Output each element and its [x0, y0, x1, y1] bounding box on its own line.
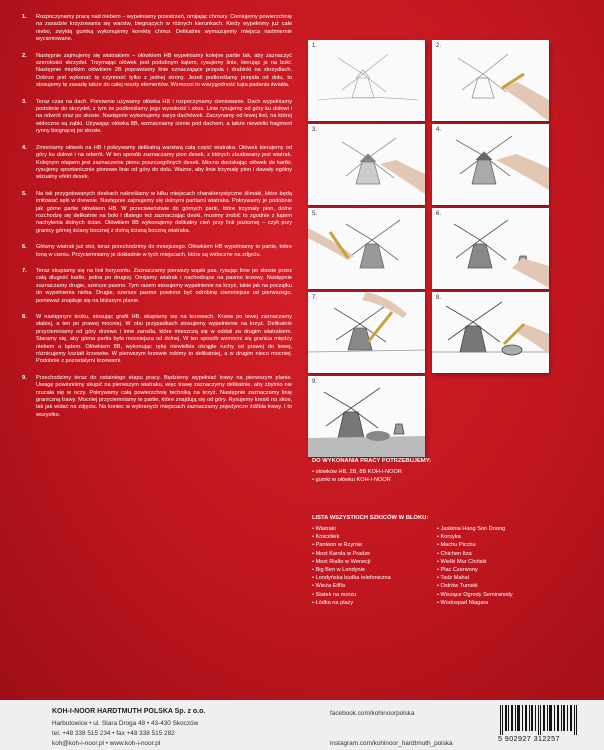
materials-item: • ołówków HB, 2B, 8B KOH-I-NOOR	[312, 469, 402, 475]
sketch-item: • Ostrów Tumski	[437, 583, 478, 590]
company-phones: tel. +48 338 515 234 • fax +48 338 515 282	[52, 730, 175, 737]
sketch-item: • Łódka na plaży	[312, 599, 354, 606]
sketch-tile-1	[308, 40, 425, 121]
sketch-item: • Panteon w Rzymie	[312, 542, 363, 549]
sketch-item: • Chichen Itza	[437, 550, 472, 557]
sketch-item: • Machu Picchu	[437, 542, 476, 549]
tile-number: 8.	[436, 295, 442, 301]
tile-number: 4.	[436, 127, 442, 133]
step-number: 9.	[22, 374, 27, 381]
step-1	[22, 14, 292, 44]
sketches-column-2	[437, 525, 562, 607]
sketch-item: • Wiszące Ogrody Semiramidy	[437, 591, 513, 598]
step-2	[22, 53, 292, 90]
materials-item: • gumki w ołówku KOH-I-NOOR	[312, 477, 391, 484]
facebook-link[interactable]: facebook.com/kohinoorpolska	[330, 710, 415, 717]
tile-number: 6.	[436, 211, 442, 217]
step-number: 1.	[22, 14, 27, 20]
company-contact-links[interactable]: koh@koh-i-noor.pl • www.koh-i-noor.pl	[52, 740, 161, 747]
sketch-item: • Kościółek	[312, 534, 340, 541]
sketch-item: • Wielki Mur Chiński	[437, 558, 487, 565]
tile-number: 9.	[312, 379, 318, 385]
materials-heading: DO WYKONANIA PRACY POTRZEBUJEMY:	[312, 458, 432, 464]
step-number: 6.	[22, 244, 27, 251]
sketch-item: • Plac Czerwony	[437, 567, 478, 574]
tile-number: 2.	[436, 43, 442, 49]
step-3	[22, 99, 292, 136]
company-name: KOH-I-NOOR HARDTMUTH POLSKA Sp. z o.o.	[52, 708, 206, 715]
sketch-item: • Wodospad Niagara	[437, 599, 489, 606]
step-number: 4.	[22, 144, 27, 151]
step-text: Zmieniamy ołówek na HB i pokrywamy delikatną warstwą całą część wiatraka. Ołówek kierujemy od góry ku dołowi i na odwrót. W ten sposób zaznaczamy pion desek, z których zbudowany jest wiatrak. Kolejnym etapem jest zaznaczenie pionu poszczególnych desek. Mocno dociskając ołówek do kartki, rysujemy spontanicznie pionowe linie od góry do dołu. Ważne, aby linie trzymały pion i dawały ogólny wizualny efekt desek.	[36, 144, 292, 181]
sketch-item: • Wieża Eiffla	[312, 583, 345, 590]
sketch-item: • Wiatraki	[312, 526, 336, 532]
sketches-column-1	[312, 525, 437, 607]
instagram-link[interactable]: instagram.com/kohinoor_hardtmuth_polska	[330, 740, 453, 747]
step-text: Przechodzimy teraz do ostatniego etapu pracy. Będziemy wypełniać trawy na pierwszym planie. Uwagę powinniśmy skupić na pierwszym wiatraku, więc trawę zaznaczymy delikatnie, aby zbytnio nie rzucała się w oczy. Pokrywamy całą powierzchnię techniką na krzyż. Następnie zaznaczamy linię graniczną trawy. Mocniej przyciemniamy te partie, które znajdują się od góry. Rysujemy kreski na skos, tak jak widać na zdjęciu. Na koniec w wybranych miejscach zaznaczamy pojedyncze źdźbła trawy. I to wszystko.	[36, 374, 292, 418]
step-number: 8.	[22, 314, 27, 320]
tile-number: 1.	[312, 43, 318, 49]
step-4	[22, 145, 292, 182]
sketch-tile-5	[308, 208, 425, 289]
tile-number: 7.	[312, 295, 318, 301]
step-6	[22, 244, 292, 259]
sketch-tile-8	[432, 292, 549, 373]
barcode	[498, 705, 580, 743]
step-text: Na tak przygotowanych deskach nakreślamy w kilku miejscach charakterystyczne ślimaki, które będą imitować sęki w drewnie. Następnie zajmujemy się dolnymi partiami wiatraka. Pokrywamy je podobnie jak górne partie ołówkiem HB. W przeciwieństwie do górnych partii, które trzymały pion, dolne rozchodzę się delikatnie na boki i dlatego też zaznaczając deski, musimy zrobić to zgodnie z kątem nachylenia dolnych ścian. Ołówkiem 8B wykonujemy delikatny cień przy linii poziomej – czyli przy granicy górnej ściany bocznej z dolną ścianą boczną wiatraka.	[36, 190, 292, 234]
sketches-list-section	[312, 515, 592, 607]
sketch-tile-4	[432, 124, 549, 205]
step-text: W następnym kroku, stosując grafit HB, skupiamy się na krzewach. Krzew po lewej zaznaczamy słabiej, a ten po prawej mocniej. W obu przypadkach stosujemy wypełnienie na krzyż. Delikatnie przyciemniamy od góry drzewo i inne zarośla, które mieszczą się w oddali za drugim wiatrakiem. Staramy się, aby górna partia była mocniejsza od dolnej. W ten sposób wzmocni się granica między niebem a lądem. Ołówkiem 8B, wykonując rękę niewielkie okrągłe ruchy od prawej do lewej, różnicujemy kształt krzewów. W pierwszym krzewie robimy to delikatniej, a w drugim nieco mocniej. Podobnie z pozostałymi krzewami.	[36, 314, 292, 365]
sketch-tile-7	[308, 292, 425, 373]
sketch-item: • Statek na morzu	[312, 591, 357, 598]
step-number: 7.	[22, 267, 27, 274]
sketch-tile-3	[308, 124, 425, 205]
sketch-item: • Korsyka	[437, 534, 461, 541]
sketch-item: • Most Karola w Pradze	[312, 550, 371, 557]
step-text: Rozpoczynamy pracę nad niebem – wypełniamy przestrzeń, omijając chmury. Cieniujemy powierzchnię na zasadzie krzyżowania się warstw, biegnących w różnych kierunkach. Kiedy wypełnimy już całe niebo, zwykłą gumką wykonujemy korektę chmur. Delikatnie wymazujemy miejsca nadmiernie wycieniowane.	[36, 14, 292, 43]
step-number: 3.	[22, 98, 27, 105]
sketch-tile-6	[432, 208, 549, 289]
step-text: Następnie zajmujemy się wiatrakiem – ołówkiem HB wypełniamy kolejne partie tak, aby zaznaczyć szerokości skrzydeł. Trzymając ołówek pod podobnym kątem, rysujemy linie, kierując je na boki. Następnie miękkim ołówkiem 2B poprawiamy linie oznaczające przęsła i drabinki na skrzydłach. Dobrze jest wykonać tę czynność tylko z jednej strony. Jeżeli podkreślamy przęsła od dołu, to stosujemy tę zasadę także do całej reszty elementów. Wzmocni to wiarygodność kąta padania światła.	[36, 52, 292, 89]
instruction-steps	[22, 14, 292, 428]
step-number: 2.	[22, 52, 27, 59]
sketch-item: • Jaskinia Hang Son Doong	[437, 526, 506, 532]
sketch-item: • Tadż Mahal	[437, 575, 470, 582]
step-7	[22, 268, 292, 305]
step-8	[22, 314, 292, 366]
sketch-tile-9	[308, 376, 425, 457]
sketch-item: • Londyńska budka telefoniczna	[312, 575, 391, 582]
step-9	[22, 375, 292, 419]
sketch-item: • Most Rialto w Wenecji	[312, 558, 371, 565]
step-text: Teraz skupiamy się na linii horyzontu. Zaznaczamy pierwszy wąski pas, rysując linie po skosie przez całą długość kartki, jedna po drugiej. Omijamy wiatrak i nachodzące na pasmo krzewy. Następnie zaznaczamy drugie, szersze pasmo. Tym razem stosujemy wypełnienie na krzyż, takie jak na początku do wypełnienia nieba. Drugie, szersze pasmo powinno być odrobinę ciemniejsze od pierwszego, ponieważ znajduje się na bliższym planie.	[36, 267, 292, 304]
sketches-heading: LISTA WSZYSTKICH SZKICÓW W BLOKU:	[312, 515, 429, 521]
step-number: 5.	[22, 190, 27, 197]
company-address: Harbutowice • ul. Stara Droga 48 • 43-430 Skoczów	[52, 720, 199, 727]
step-text: Teraz czas na dach. Ponownie używamy ołówka HB i rozpoczynamy cieniowanie. Dach wypełniamy podobnie do skrzydeł, z tym że podkreślamy jego wysokość i skos. Linie rysujemy od góry ku dołowi i na odwrót oraz po skosie. Następnie wykonujemy zarys dachówek. Zaczynamy od lewej linii, na której widoczne są ząbki. Używając ołówka 8B, wzmacniamy cienie pod dachem, a także niewielki fragment rynny biegnącej po skosie.	[36, 98, 292, 135]
sketch-tile-2	[432, 40, 549, 121]
step-text: Główny wiatrak już stoi, teraz przechodzimy do mniejszego. Ołówkiem HB wypełniamy te partie, które toną w cieniu. Przyciemniamy je dokładnie w tych miejscach, które są widoczne na zdjęciu.	[36, 244, 292, 258]
sketch-item: • Big Ben w Londynie	[312, 567, 365, 574]
materials-section	[312, 458, 592, 484]
step-5	[22, 191, 292, 235]
tile-number: 3.	[312, 127, 318, 133]
barcode-number: 5 902927 312257	[498, 734, 560, 743]
tile-number: 5.	[312, 211, 318, 217]
